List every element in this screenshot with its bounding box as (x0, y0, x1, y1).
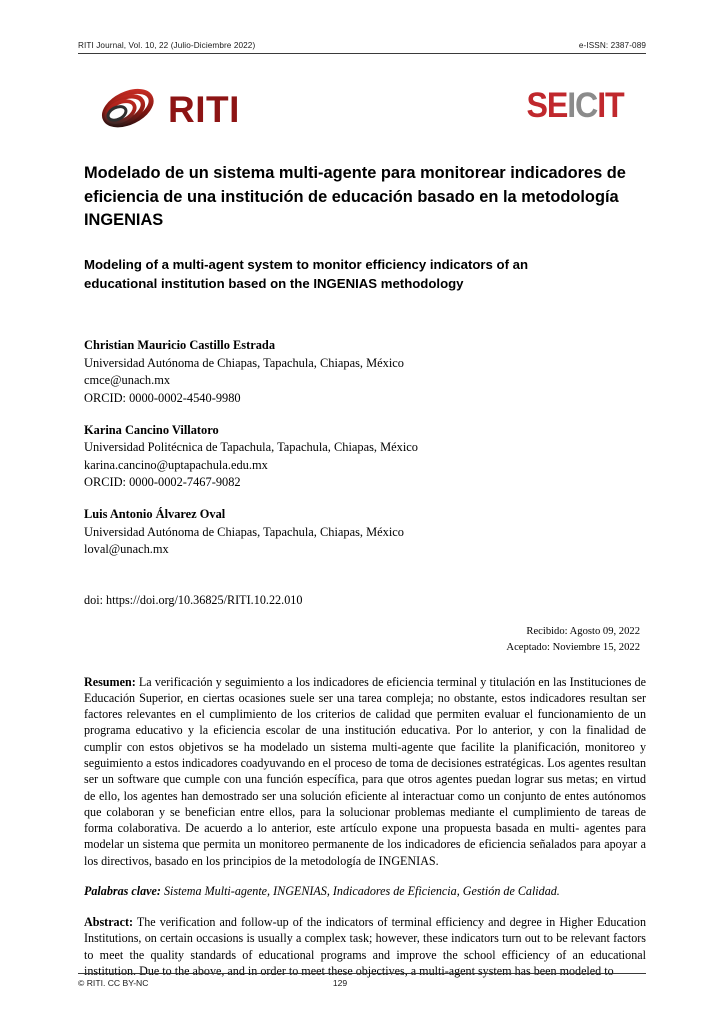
author-orcid[interactable]: ORCID: 0000-0002-7467-9082 (84, 475, 241, 490)
abstract-section (84, 674, 646, 980)
running-head-journal: RITI Journal, Vol. 10, 22 (Julio-Diciembre 2022) (78, 41, 256, 50)
keywords-spanish (84, 883, 646, 899)
logo-band (78, 76, 646, 162)
footer-license: © RITI. CC BY-NC (78, 978, 149, 988)
abstract-english-label: Abstract: (84, 915, 134, 930)
page-title-spanish: Modelado de un sistema multi-agente para monitorear indicadores de eficiencia de una institución de educación basado en la metodología INGENIAS (84, 164, 626, 230)
seicit-part-one: SE (526, 86, 568, 125)
submission-dates (78, 624, 646, 656)
riti-swoosh-mark-icon (94, 84, 158, 134)
riti-wordmark: RITI (168, 88, 240, 130)
author-name: Karina Cancino Villatoro (84, 422, 219, 437)
abstract-spanish-text: La verificación y seguimiento a los indicadores de eficiencia terminal y titulación en las Instituciones de Educación Superior, en ciertas ocasiones suele ser una tarea compleja; no obstante, estos indicadores resultan ser factores relevantes en el cumplimiento de los criterios de calidad que permiten evaluar el funcionamiento de un programa educativo y la eficiencia escolar de una institución educativa. Por lo anterior, y con la finalidad de cumplir con estos objetivos se ha modelado un sistema multi-agente que facilite la planificación, monitoreo y seguimiento a estos indicadores coadyuvando en el proceso de toma de decisiones estratégicas. Los agentes resultan ser un software que cumple con una función específica, para que otros agentes puedan lograr sus metas; en virtud de ello, los agentes han demostrado ser una solución eficiente al interactuar como un conjunto de entes autónomos que colaboran y se benefician entre ellos, para la solucionar problemas mediante el cumplimiento de tareas de forma colaborativa. De acuerdo a lo anterior, este artículo expone una propuesta basada en multi- agentes para modelar un sistema que permita un monitoreo permanente de los indicadores de eficiencia señalados para apoyar a los directivos, basado en los principios de la metodología de INGENIAS. (84, 674, 646, 868)
author-affiliation: Universidad Autónoma de Chiapas, Tapachula, Chiapas, México (84, 524, 404, 539)
author-email[interactable]: karina.cancino@uptapachula.edu.mx (84, 457, 268, 472)
abstract-spanish-label: Resumen: (84, 674, 136, 689)
received-date: Recibido: Agosto 09, 2022 (526, 625, 640, 637)
keywords-label: Palabras clave: (84, 883, 161, 898)
page-footer (78, 973, 646, 992)
riti-logo (94, 84, 240, 134)
author-email[interactable]: loval@unach.mx (84, 542, 169, 557)
running-head-issn: e-ISSN: 2387-089 (578, 41, 646, 50)
author-block (84, 337, 646, 407)
keywords-text: Sistema Multi-agente, INGENIAS, Indicadores de Eficiencia, Gestión de Calidad. (160, 883, 560, 898)
header-rule (78, 53, 646, 54)
footer-row (78, 978, 646, 992)
author-block (84, 422, 646, 492)
author-orcid[interactable]: ORCID: 0000-0002-4540-9980 (84, 390, 241, 405)
author-affiliation: Universidad Politécnica de Tapachula, Tapachula, Chiapas, México (84, 440, 418, 455)
abstract-english (84, 914, 646, 979)
author-email[interactable]: cmce@unach.mx (84, 373, 171, 388)
abstract-english-text: The verification and follow-up of the indicators of terminal efficiency and degree in Higher Education Institutions, on certain occasions is usually a complex task; however, these indicators turn out to be relevant factors to meet the quality standards of educational programs and improve the school efficiency of an educational institution. Due to the above, and in order to meet these objectives, a multi-agent system has been modeled to (84, 915, 646, 978)
running-head (78, 0, 646, 53)
author-list (84, 337, 646, 559)
seicit-logo (527, 88, 624, 123)
abstract-spanish (84, 674, 646, 869)
seicit-part-two: IC (567, 86, 598, 125)
author-block (84, 506, 646, 559)
doi-line[interactable]: doi: https://doi.org/10.36825/RITI.10.22.010 (84, 592, 303, 607)
accepted-date: Aceptado: Noviembre 15, 2022 (506, 641, 640, 653)
author-name: Christian Mauricio Castillo Estrada (84, 338, 276, 353)
seicit-part-three: IT (597, 86, 624, 125)
page-title-english: Modeling of a multi-agent system to monitor efficiency indicators of an educational institution based on the INGENIAS methodology (84, 256, 529, 292)
footer-page-number: 129 (332, 978, 348, 988)
author-name: Luis Antonio Álvarez Oval (84, 507, 226, 522)
author-affiliation: Universidad Autónoma de Chiapas, Tapachula, Chiapas, México (84, 355, 404, 370)
footer-rule (78, 973, 646, 974)
